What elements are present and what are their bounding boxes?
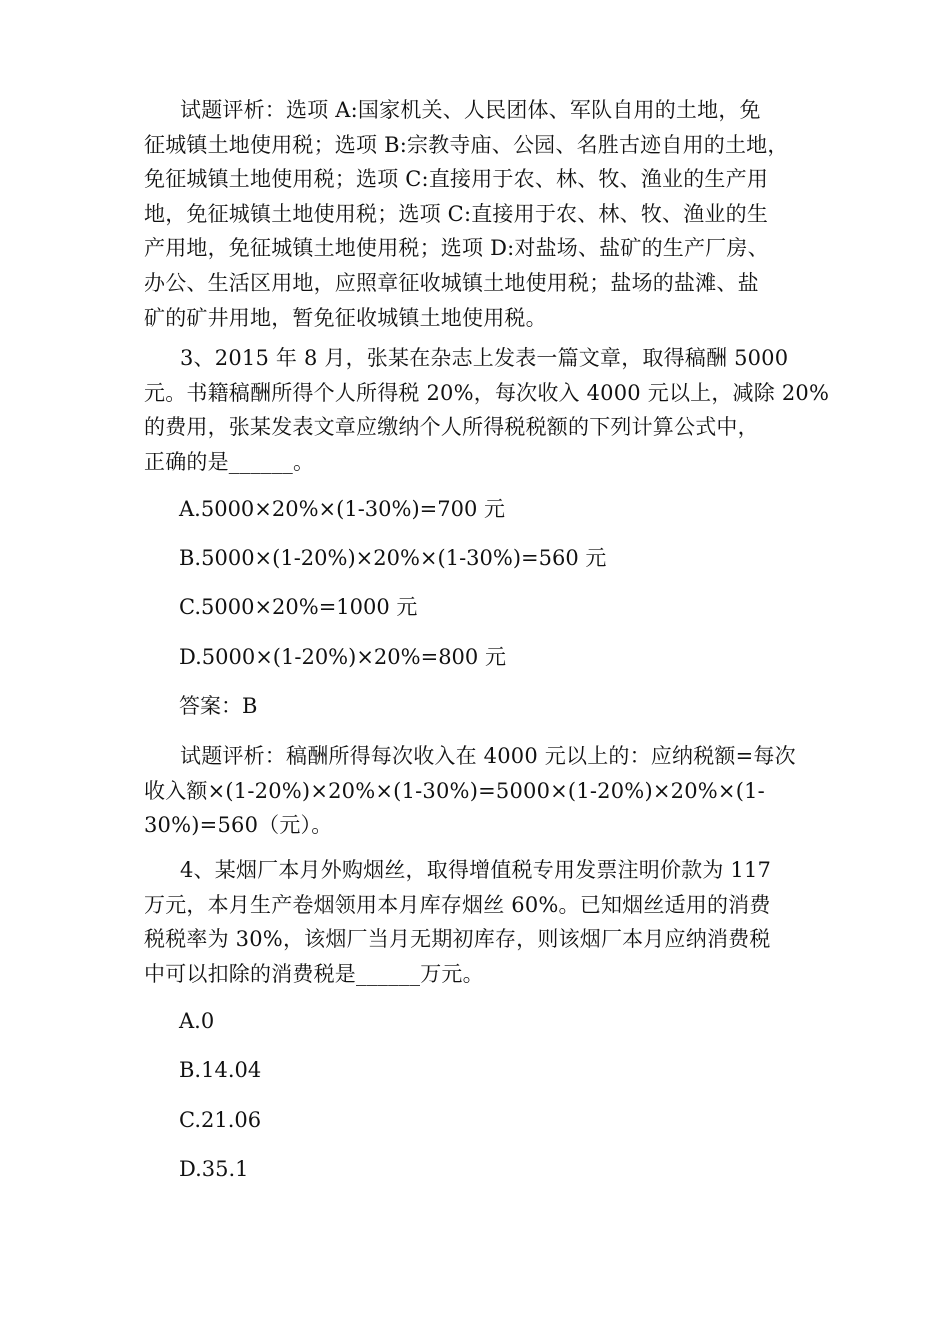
text-line: 地，免征城镇土地使用税；选项 C:直接用于农、林、牧、渔业的生: [144, 201, 769, 226]
text-line: 万元，本月生产卷烟领用本月库存烟丝 60%。已知烟丝适用的消费: [144, 892, 771, 917]
question-4-option-b: B.14.04: [179, 1058, 262, 1082]
text-line: 的费用，张某发表文章应缴纳个人所得税税额的下列计算公式中，: [144, 415, 759, 440]
text-line: 免征城镇土地使用税；选项 C:直接用于农、林、牧、渔业的生产用: [144, 167, 769, 192]
text-line: 4、某烟厂本月外购烟丝，取得增值税专用发票注明价款为 117: [180, 858, 772, 882]
analysis-paragraph-prev: [144, 93, 824, 335]
text-line: 试题评析：选项 A:国家机关、人民团体、军队自用的土地，免: [180, 98, 761, 122]
text-line: 30%)=560（元）。: [144, 813, 333, 838]
text-line: 试题评析：稿酬所得每次收入在 4000 元以上的：应纳税额=每次: [180, 744, 796, 768]
question-4-option-c: C.21.06: [179, 1108, 262, 1132]
question-4-stem: [144, 853, 824, 991]
text-line: 元。书籍稿酬所得个人所得税 20%，每次收入 4000 元以上，减除 20%: [144, 380, 830, 405]
text-line: 税税率为 30%，该烟厂当月无期初库存，则该烟厂本月应纳消费税: [144, 927, 771, 952]
question-4-option-d: D.35.1: [179, 1157, 249, 1181]
text-line: 正确的是______。: [144, 449, 315, 474]
question-3-stem: [144, 341, 830, 479]
text-line: 矿的矿井用地，暂免征收城镇土地使用税。: [144, 305, 547, 330]
question-3-option-a: A.5000×20%×(1-30%)=700 元: [179, 497, 506, 521]
text-line: 3、2015 年 8 月，张某在杂志上发表一篇文章，取得稿酬 5000: [180, 346, 789, 370]
text-line: 产用地，免征城镇土地使用税；选项 D:对盐场、盐矿的生产厂房、: [144, 236, 769, 261]
text-line: 征城镇土地使用税；选项 B:宗教寺庙、公园、名胜古迹自用的土地，: [144, 132, 789, 157]
question-3-answer: 答案：B: [179, 694, 258, 718]
text-line: 中可以扣除的消费税是______万元。: [144, 961, 484, 986]
text-line: 收入额×(1-20%)×20%×(1-30%)=5000×(1-20%)×20%×(1-: [144, 778, 765, 803]
question-3-option-d: D.5000×(1-20%)×20%=800 元: [179, 645, 506, 669]
question-4-option-a: A.0: [179, 1009, 215, 1033]
question-3-analysis: [144, 739, 824, 843]
text-line: 办公、生活区用地，应照章征收城镇土地使用税；盐场的盐滩、盐: [144, 270, 759, 295]
question-3-option-c: C.5000×20%=1000 元: [179, 595, 418, 619]
question-3-option-b: B.5000×(1-20%)×20%×(1-30%)=560 元: [179, 546, 607, 570]
